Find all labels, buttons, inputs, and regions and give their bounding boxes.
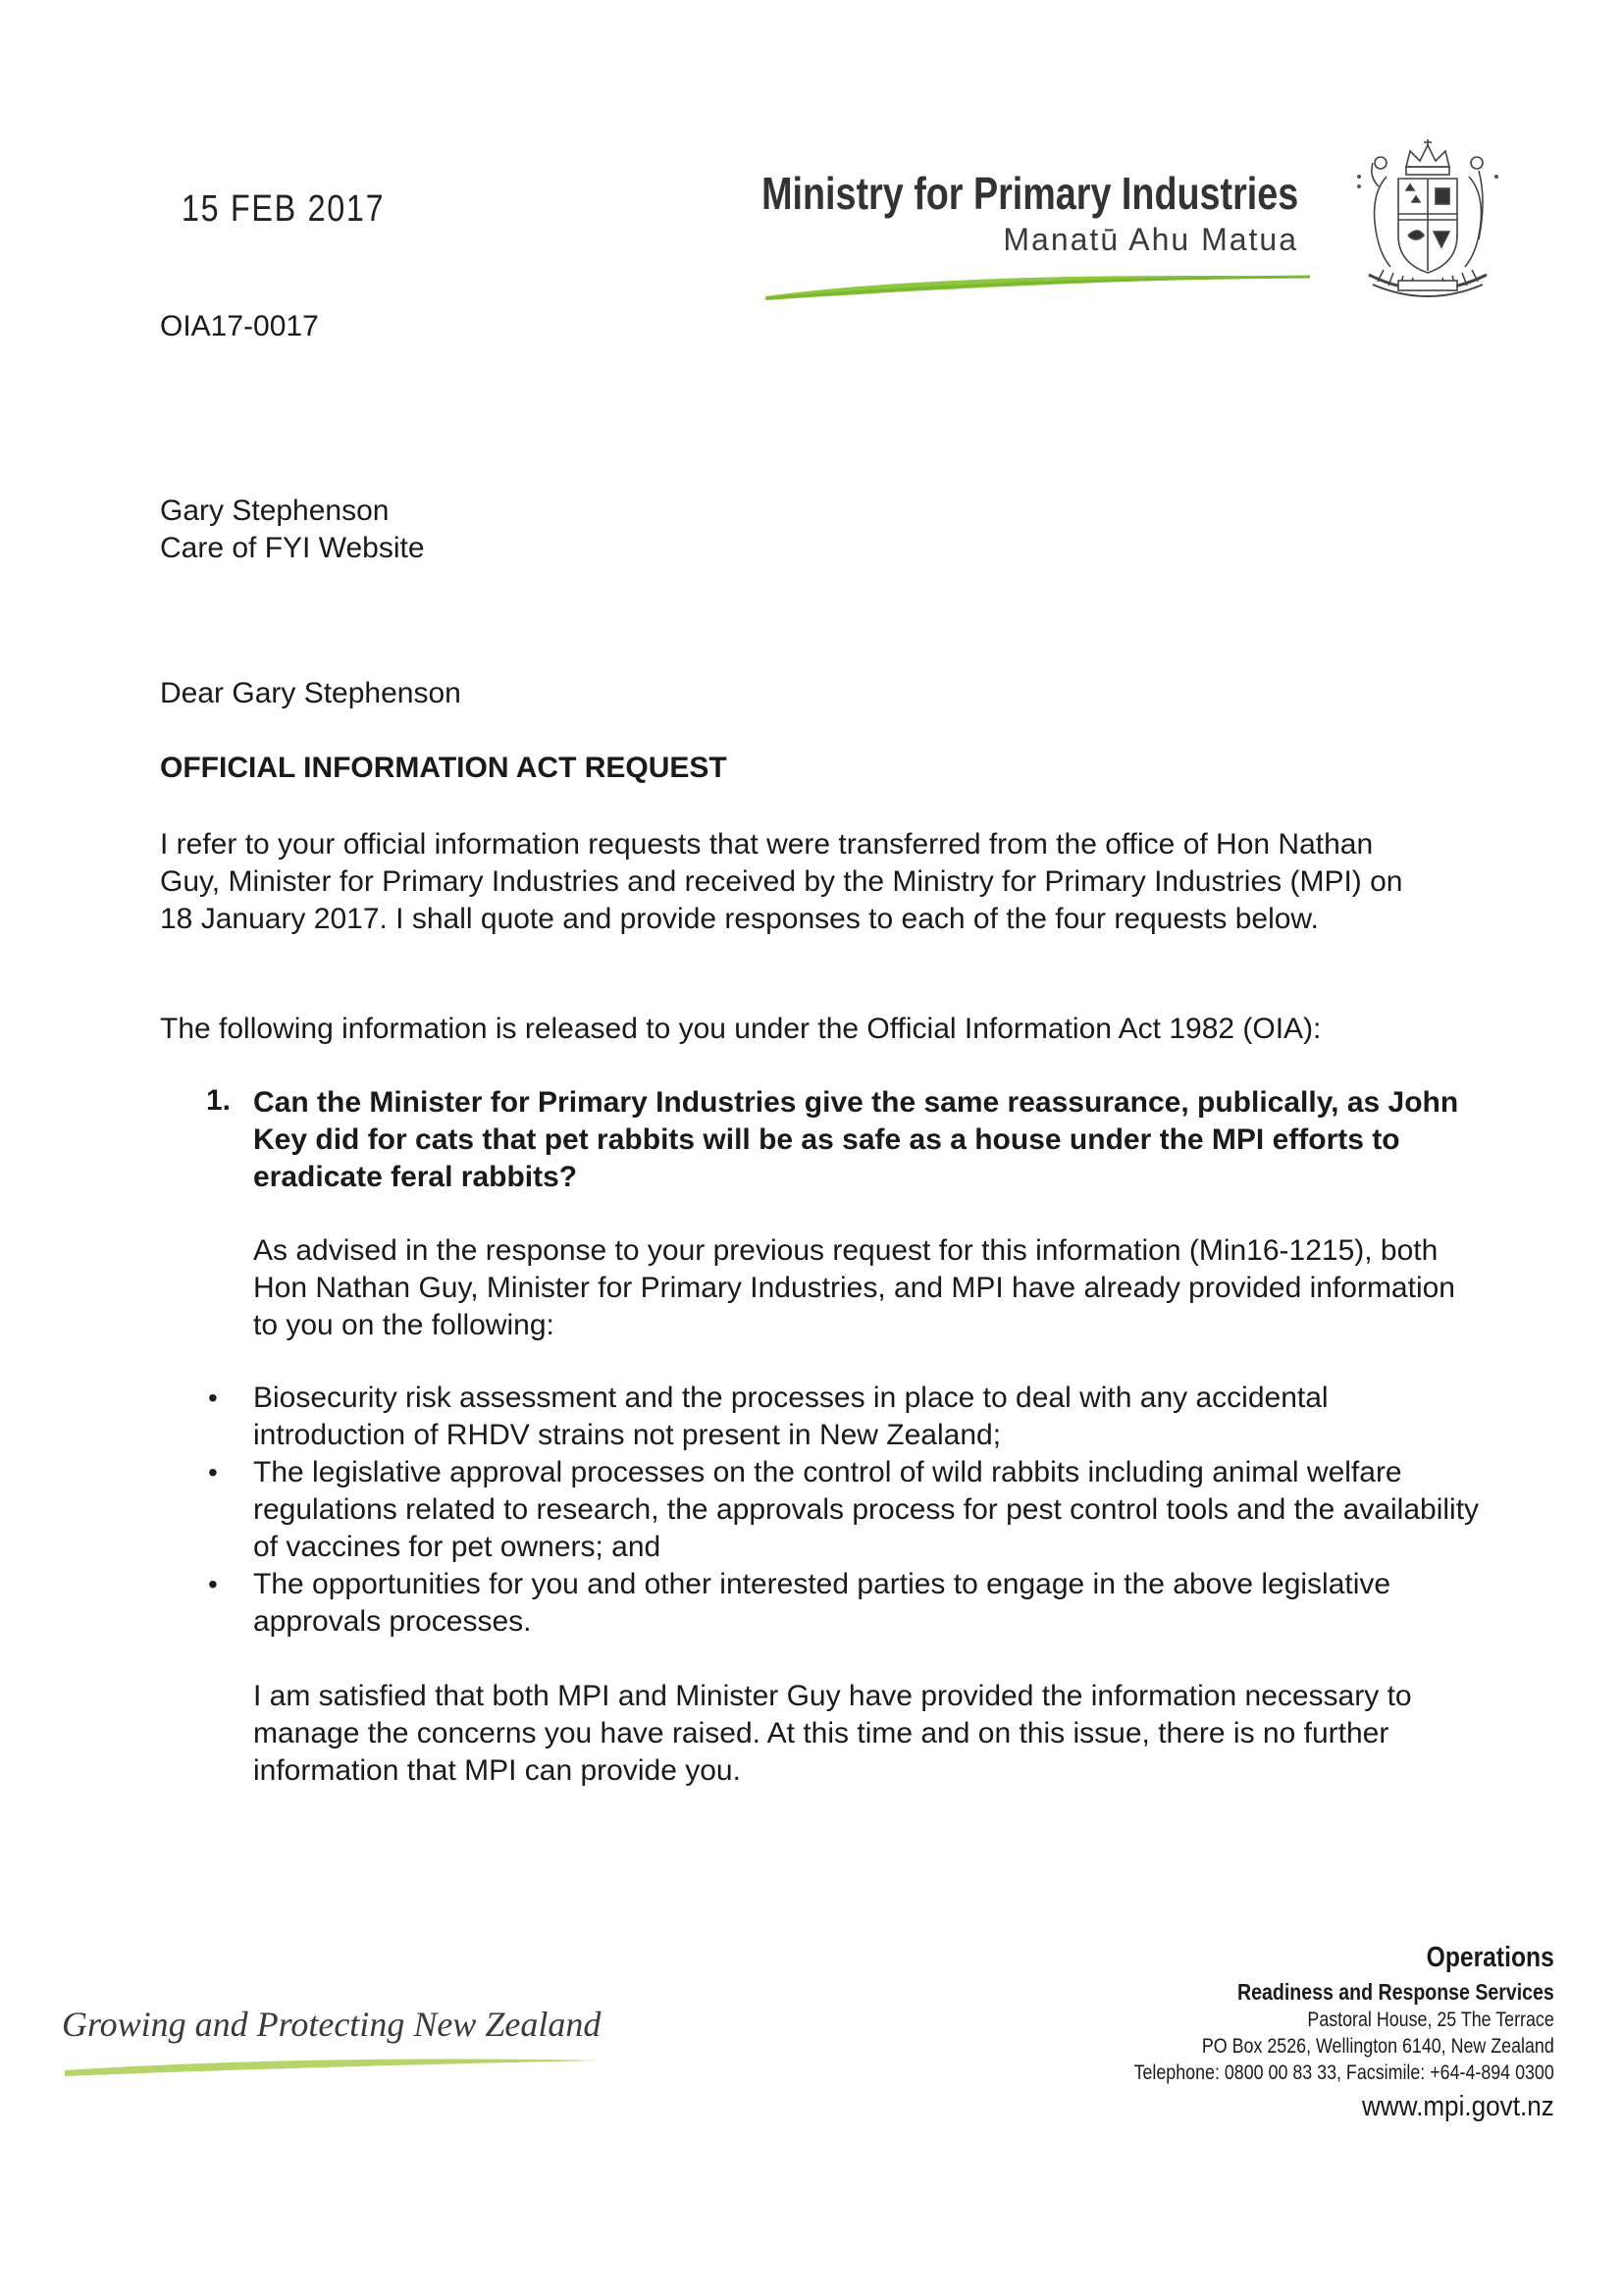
conclusion-paragraph: I am satisfied that both MPI and Minister Guy have provided the information necessary to manage the concerns you have raised. At this time and on this issue, there is no further information that MPI can provide you. — [253, 1680, 1412, 1787]
nz-coat-of-arms-icon — [1330, 137, 1526, 314]
question-text: Can the Minister for Primary Industries give the same reassurance, publically, as John Key did for cats that pet rabbits will be as safe as a house under the MPI efforts to eradicate feral rabbits? — [253, 1086, 1459, 1193]
address-line-2: PO Box 2526, Wellington 6140, New Zealand — [1202, 2035, 1554, 2058]
phone-fax: Telephone: 0800 00 83 33, Facsimile: +64-4-894 0300 — [1133, 2061, 1554, 2084]
release-statement: The following information is released to you under the Official Information Act 1982 (OIA): — [160, 1013, 1322, 1045]
list-item: • The opportunities for you and other interested parties to engage in the above legislative approvals processes. — [208, 1568, 1391, 1638]
bullet-icon: • — [208, 1457, 218, 1487]
response-intro: As advised in the response to your previous request for this information (Min16-1215), both Hon Nathan Guy, Minister for Primary Industries, and MPI have already provided information to you on the following: — [253, 1234, 1455, 1341]
letter-date: 15 FEB 2017 — [182, 188, 386, 230]
bullet-icon: • — [208, 1383, 218, 1413]
footer-tagline: Growing and Protecting New Zealand — [62, 2005, 602, 2044]
header-swoosh — [765, 257, 1315, 306]
contact-block — [1060, 1938, 1554, 2127]
subject-heading: OFFICIAL INFORMATION ACT REQUEST — [160, 752, 727, 784]
address-line-1: Pastoral House, 25 The Terrace — [1307, 2009, 1554, 2031]
list-item: • Biosecurity risk assessment and the processes in place to deal with any accidental introduction of RHDV strains not present in New Zealand; — [208, 1382, 1329, 1451]
question-number: 1. — [206, 1084, 232, 1117]
recipient-address — [160, 493, 425, 567]
reference-number: OIA17-0017 — [160, 310, 319, 342]
bullet-icon: • — [208, 1569, 218, 1599]
response-bullet-list — [206, 1380, 1482, 1641]
intro-paragraph: I refer to your official information requests that were transferred from the office of Hon Nathan Guy, Minister for Primary Industries and received by the Ministry for Primary Industries (MPI) on 18 January 2017. I shall quote and provide responses to each of the four requests below. — [160, 828, 1403, 935]
tagline-swoosh — [65, 2049, 614, 2078]
list-item: • The legislative approval processes on the control of wild rabbits including animal welfare regulations related to research, the approvals process for pest control tools and the availability of vaccines for pet owners; and — [208, 1456, 1480, 1563]
org-name: Ministry for Primary Industries — [760, 168, 1298, 219]
unit-name: Readiness and Response Services — [1237, 1979, 1554, 2005]
website-link[interactable]: www.mpi.govt.nz — [1362, 2091, 1554, 2122]
recipient-care-of: Care of FYI Website — [160, 532, 425, 564]
org-name-maori: Manatū Ahu Matua — [1003, 222, 1298, 257]
salutation: Dear Gary Stephenson — [160, 677, 461, 709]
recipient-name: Gary Stephenson — [160, 495, 390, 527]
division-name: Operations — [1426, 1942, 1554, 1973]
